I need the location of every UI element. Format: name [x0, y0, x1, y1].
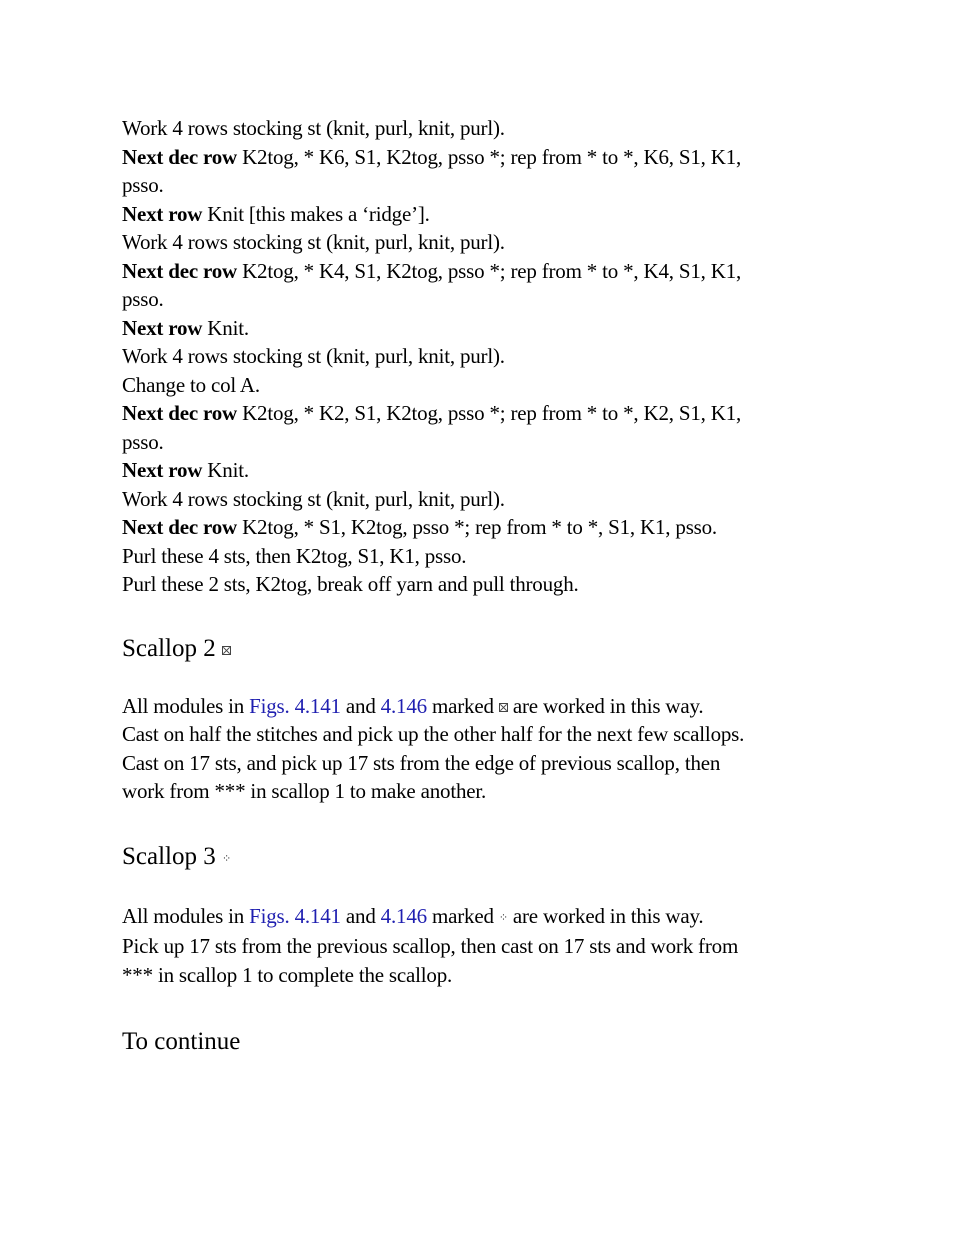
row-text: K2tog, * K6, S1, K2tog, psso *; rep from * to *, K6, S1, K1, — [237, 144, 742, 169]
row-text: psso. — [122, 429, 164, 454]
instruction-line — [122, 171, 862, 200]
and-text: and — [340, 693, 381, 718]
figs-4-141-link[interactable]: Figs. 4.141 — [249, 903, 341, 928]
and-text: and — [340, 903, 381, 928]
row-text: Purl these 4 sts, then K2tog, S1, K1, psso. — [122, 543, 467, 568]
row-text: Work 4 rows stocking st (knit, purl, knit, purl). — [122, 344, 505, 368]
boxed-x-icon — [499, 703, 508, 712]
instruction-line — [122, 314, 862, 343]
row-label: Next row — [122, 458, 203, 482]
fig-4-146-link[interactable]: 4.146 — [380, 693, 427, 718]
scallop-2-line: work from *** in scallop 1 to make another. — [122, 779, 487, 803]
row-label: Next dec row — [122, 401, 238, 425]
scallop-2-line: Cast on half the stitches and pick up the other half for the next few scallops. — [122, 722, 745, 746]
document-page — [122, 114, 862, 1085]
diamond-dots-icon: ⁘ — [498, 911, 508, 924]
intro-end-text: are worked in this way. — [507, 903, 704, 928]
scallop-2-title: Scallop 2 — [122, 634, 216, 662]
row-label: Next row — [122, 315, 203, 340]
row-label: Next dec row — [122, 515, 238, 539]
instruction-line — [122, 143, 862, 172]
instruction-list — [122, 114, 862, 599]
instruction-line — [122, 428, 862, 457]
to-continue-heading: To continue — [122, 1028, 241, 1055]
scallop-3-line: Pick up 17 sts from the previous scallop, then cast on 17 sts and work from — [122, 934, 739, 958]
instruction-line — [122, 456, 862, 485]
row-text: K2tog, * K4, S1, K2tog, psso *; rep from * to *, K4, S1, K1, — [237, 258, 742, 283]
row-text: K2tog, * S1, K2tog, psso *; rep from * to *, S1, K1, psso. — [237, 515, 717, 539]
row-text: psso. — [122, 173, 164, 197]
row-text: Work 4 rows stocking st (knit, purl, knit, purl). — [122, 116, 505, 140]
diamond-dots-icon: ⁘ — [222, 852, 232, 865]
figs-4-141-link[interactable]: Figs. 4.141 — [249, 693, 341, 718]
row-text: Knit. — [202, 458, 249, 482]
row-text: Knit. — [202, 315, 249, 340]
instruction-line — [122, 228, 862, 257]
instruction-line — [122, 114, 862, 143]
marked-text: marked — [426, 903, 499, 928]
instruction-line — [122, 285, 862, 314]
intro-end-text: are worked in this way. — [507, 693, 704, 718]
fig-4-146-link[interactable]: 4.146 — [380, 903, 427, 928]
scallop-2-line: Cast on 17 sts, and pick up 17 sts from the edge of previous scallop, then — [122, 750, 721, 775]
boxed-x-icon — [222, 646, 231, 655]
instruction-line — [122, 200, 862, 229]
row-label: Next row — [122, 201, 203, 226]
scallop-3-title: Scallop 3 — [122, 842, 216, 870]
row-label: Next dec row — [122, 258, 238, 283]
scallop-3-section — [122, 902, 862, 990]
scallop-2-intro — [122, 692, 862, 721]
scallop-3-line: *** in scallop 1 to complete the scallop. — [122, 962, 453, 987]
instruction-line — [122, 485, 862, 514]
row-text: psso. — [122, 287, 164, 311]
row-text: Purl these 2 sts, K2tog, break off yarn and pull through. — [122, 572, 579, 596]
row-text: Change to col A. — [122, 372, 260, 397]
row-text: K2tog, * K2, S1, K2tog, psso *; rep from * to *, K2, S1, K1, — [237, 401, 742, 425]
scallop-3-intro — [122, 902, 862, 933]
scallop-2-heading — [122, 634, 862, 664]
row-label: Next dec row — [122, 144, 238, 169]
row-text: Knit [this makes a ‘ridge’]. — [202, 201, 430, 226]
instruction-line — [122, 513, 862, 542]
instruction-line — [122, 570, 862, 599]
instruction-line — [122, 399, 862, 428]
intro-text: All modules in — [122, 693, 250, 718]
instruction-line — [122, 371, 862, 400]
instruction-line — [122, 542, 862, 571]
instruction-line — [122, 257, 862, 286]
scallop-2-section — [122, 692, 862, 806]
row-text: Work 4 rows stocking st (knit, purl, knit, purl). — [122, 486, 505, 511]
instruction-line — [122, 342, 862, 371]
intro-text: All modules in — [122, 903, 250, 928]
row-text: Work 4 rows stocking st (knit, purl, knit, purl). — [122, 230, 505, 254]
scallop-3-heading — [122, 842, 862, 874]
marked-text: marked — [426, 693, 499, 718]
